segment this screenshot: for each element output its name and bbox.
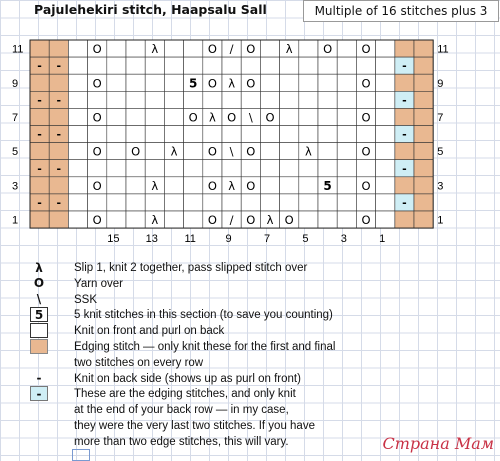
edge-stitch-cell bbox=[414, 143, 433, 160]
legend-item bbox=[30, 418, 490, 434]
chart-cell bbox=[299, 160, 318, 177]
stitch-symbol: O bbox=[361, 76, 371, 91]
stitch-symbol: O bbox=[284, 213, 294, 228]
legend-text: Yarn over bbox=[74, 277, 124, 290]
chart-cell bbox=[68, 57, 87, 74]
chart-cell bbox=[184, 194, 203, 211]
chart-cell bbox=[126, 177, 145, 194]
chart-cell bbox=[318, 108, 337, 125]
stitch-symbol: 5 bbox=[323, 178, 332, 193]
legend-text: at the end of your back row — in my case, bbox=[74, 404, 289, 417]
row-number-left: 3 bbox=[12, 180, 19, 193]
legend-text: two stitches on every row bbox=[74, 356, 204, 369]
legend-item bbox=[30, 386, 490, 402]
chart-cell bbox=[107, 57, 126, 74]
edge-stitch-cell bbox=[395, 108, 414, 125]
chart-cell bbox=[203, 160, 222, 177]
chart-cell bbox=[356, 194, 375, 211]
chart-cell bbox=[107, 108, 126, 125]
chart-cell bbox=[164, 177, 183, 194]
legend-text: 5 knit stitches in this section (to save you counting) bbox=[74, 309, 333, 322]
chart-cell bbox=[164, 57, 183, 74]
chart-cell bbox=[260, 160, 279, 177]
chart-cell bbox=[280, 126, 299, 143]
edge-stitch-cell bbox=[414, 40, 433, 57]
chart-cell bbox=[260, 126, 279, 143]
chart-cell bbox=[145, 160, 164, 177]
chart-cell bbox=[376, 194, 395, 211]
stitch-symbol: O bbox=[246, 144, 256, 159]
chart-cell bbox=[107, 74, 126, 91]
chart-cell bbox=[164, 160, 183, 177]
chart-cell bbox=[88, 91, 107, 108]
edge-stitch-cell bbox=[414, 160, 433, 177]
legend-text: they were the very last two stitches. If you have bbox=[74, 420, 315, 432]
legend-symbol: λ bbox=[35, 260, 43, 275]
chart-cell bbox=[280, 177, 299, 194]
purl-mark: - bbox=[37, 128, 42, 142]
chart-cell bbox=[356, 126, 375, 143]
stitch-symbol: O bbox=[188, 110, 198, 125]
chart-cell bbox=[280, 57, 299, 74]
stitch-symbol: O bbox=[92, 110, 102, 125]
chart-cell bbox=[260, 143, 279, 160]
chart-cell bbox=[337, 211, 356, 228]
chart-cell bbox=[337, 160, 356, 177]
chart-cell bbox=[222, 57, 241, 74]
edge-stitch-cell bbox=[30, 40, 49, 57]
edge-stitch-cell bbox=[395, 143, 414, 160]
chart-cell bbox=[126, 57, 145, 74]
chart-cell bbox=[126, 194, 145, 211]
stitch-symbol: O bbox=[246, 178, 256, 193]
chart-cell bbox=[203, 57, 222, 74]
edge-stitch-cell bbox=[414, 126, 433, 143]
chart-cell bbox=[68, 126, 87, 143]
chart-cell bbox=[126, 211, 145, 228]
chart-cell bbox=[356, 91, 375, 108]
chart-cell bbox=[107, 91, 126, 108]
stitch-symbol: O bbox=[246, 76, 256, 91]
edge-stitch-cell bbox=[395, 74, 414, 91]
chart-cell bbox=[299, 126, 318, 143]
stitch-symbol: O bbox=[131, 144, 141, 159]
chart-cell bbox=[88, 160, 107, 177]
chart-cell bbox=[145, 57, 164, 74]
stitch-symbol: O bbox=[361, 144, 371, 159]
chart-cell bbox=[145, 126, 164, 143]
column-number: 7 bbox=[263, 233, 271, 246]
stitch-symbol: \ bbox=[248, 110, 253, 125]
chart-cell bbox=[376, 143, 395, 160]
chart-cell bbox=[280, 74, 299, 91]
purl-mark: - bbox=[37, 162, 42, 176]
stitch-symbol: O bbox=[207, 178, 217, 193]
stitch-symbol: λ bbox=[151, 213, 159, 228]
legend-item bbox=[30, 292, 490, 308]
chart-cell bbox=[68, 177, 87, 194]
legend-item bbox=[30, 276, 490, 292]
chart-cell bbox=[126, 40, 145, 57]
chart-cell bbox=[356, 57, 375, 74]
stitch-symbol: O bbox=[92, 178, 102, 193]
chart-cell bbox=[318, 91, 337, 108]
chart-cell bbox=[203, 194, 222, 211]
chart-cell bbox=[299, 40, 318, 57]
stitch-symbol: O bbox=[207, 42, 217, 57]
chart-cell bbox=[68, 160, 87, 177]
edge-stitch-cell bbox=[49, 211, 68, 228]
chart-cell bbox=[184, 40, 203, 57]
purl-mark: - bbox=[402, 196, 407, 210]
column-number: 15 bbox=[107, 233, 120, 246]
chart-cell bbox=[68, 74, 87, 91]
legend-item bbox=[30, 323, 490, 339]
edge-stitch-cell bbox=[395, 40, 414, 57]
edge-stitch-cell bbox=[414, 108, 433, 125]
edge-stitch-cell bbox=[414, 74, 433, 91]
chart-cell bbox=[318, 74, 337, 91]
legend-item bbox=[30, 371, 490, 387]
legend-symbol: - bbox=[36, 371, 42, 386]
legend-item bbox=[30, 307, 490, 323]
chart-cell bbox=[337, 91, 356, 108]
chart-cell bbox=[299, 57, 318, 74]
chart-cell bbox=[337, 108, 356, 125]
chart-cell bbox=[107, 211, 126, 228]
purl-mark: - bbox=[37, 59, 42, 73]
stitch-symbol: O bbox=[207, 76, 217, 91]
legend-item bbox=[30, 339, 490, 355]
chart-cell bbox=[203, 126, 222, 143]
chart-cell bbox=[145, 91, 164, 108]
chart-cell bbox=[299, 74, 318, 91]
chart-cell bbox=[164, 211, 183, 228]
stitch-symbol: O bbox=[361, 213, 371, 228]
chart-cell bbox=[260, 91, 279, 108]
chart-cell bbox=[280, 108, 299, 125]
stitch-symbol: λ bbox=[208, 110, 216, 125]
chart-cell bbox=[107, 177, 126, 194]
row-number-right: 3 bbox=[437, 180, 444, 193]
chart-cell bbox=[376, 177, 395, 194]
chart-cell bbox=[337, 40, 356, 57]
watermark-logo: Страна Мам bbox=[382, 434, 494, 453]
chart-cell bbox=[318, 57, 337, 74]
stitch-symbol: O bbox=[92, 42, 102, 57]
chart-cell bbox=[184, 211, 203, 228]
chart-cell bbox=[376, 91, 395, 108]
stitch-symbol: O bbox=[92, 76, 102, 91]
chart-cell bbox=[164, 126, 183, 143]
page-title: Pajulehekiri stitch, Haapsalu Sall bbox=[34, 2, 267, 17]
edge-stitch-cell bbox=[30, 177, 49, 194]
chart-cell bbox=[376, 57, 395, 74]
stitch-symbol: / bbox=[229, 213, 234, 228]
chart-cell bbox=[299, 177, 318, 194]
legend-symbol-box: 5 bbox=[30, 307, 48, 322]
row-number-right: 9 bbox=[437, 77, 444, 90]
chart-cell bbox=[299, 211, 318, 228]
legend-item bbox=[30, 260, 490, 276]
chart-cell bbox=[88, 126, 107, 143]
purl-mark: - bbox=[56, 162, 62, 176]
legend-text: These are the edging stitches, and only knit bbox=[74, 388, 296, 401]
legend-item bbox=[30, 355, 490, 371]
chart-cell bbox=[280, 160, 299, 177]
chart-cell bbox=[356, 160, 375, 177]
chart-cell bbox=[337, 57, 356, 74]
purl-mark: - bbox=[37, 93, 42, 107]
purl-mark: - bbox=[56, 196, 62, 210]
edge-stitch-cell bbox=[49, 143, 68, 160]
row-number-right: 1 bbox=[437, 214, 444, 227]
chart-cell bbox=[107, 143, 126, 160]
stitch-symbol: λ bbox=[285, 42, 293, 57]
legend-symbol: O bbox=[33, 276, 45, 291]
chart-cell bbox=[376, 126, 395, 143]
chart-cell bbox=[260, 74, 279, 91]
stitch-symbol: O bbox=[227, 110, 237, 125]
chart-cell bbox=[337, 126, 356, 143]
legend-blue-swatch: - bbox=[30, 386, 48, 401]
purl-mark: - bbox=[402, 162, 407, 176]
row-number-left: 5 bbox=[12, 146, 19, 159]
edge-stitch-cell bbox=[395, 177, 414, 194]
column-number: 11 bbox=[184, 233, 196, 246]
row-number-left: 1 bbox=[12, 214, 19, 227]
legend-symbol: \ bbox=[36, 292, 42, 307]
chart-cell bbox=[260, 194, 279, 211]
chart-cell bbox=[337, 177, 356, 194]
legend-text: Knit on back side (shows up as purl on front) bbox=[74, 372, 301, 385]
chart-cell bbox=[260, 57, 279, 74]
chart-cell bbox=[222, 91, 241, 108]
edge-stitch-cell bbox=[395, 211, 414, 228]
legend-text: Knit on front and purl on back bbox=[74, 325, 225, 338]
chart-cell bbox=[337, 143, 356, 160]
chart-cell bbox=[164, 40, 183, 57]
stitch-symbol: O bbox=[92, 144, 102, 159]
stitch-symbol: O bbox=[323, 42, 333, 57]
chart-cell bbox=[260, 177, 279, 194]
chart-cell bbox=[241, 57, 260, 74]
chart-cell bbox=[88, 194, 107, 211]
chart-cell bbox=[241, 126, 260, 143]
stitch-symbol: λ bbox=[266, 213, 274, 228]
chart-cell bbox=[107, 40, 126, 57]
blank-box bbox=[72, 449, 90, 461]
legend-text: Edging stitch — only knit these for the first and final bbox=[74, 341, 336, 353]
stitch-symbol: O bbox=[361, 178, 371, 193]
edge-stitch-cell bbox=[30, 143, 49, 160]
chart-cell bbox=[318, 211, 337, 228]
chart-cell bbox=[299, 194, 318, 211]
legend-item bbox=[30, 402, 490, 418]
chart-cell bbox=[376, 40, 395, 57]
purl-mark: - bbox=[37, 196, 42, 210]
edge-stitch-cell bbox=[49, 108, 68, 125]
purl-mark: - bbox=[402, 59, 407, 73]
chart-cell bbox=[376, 108, 395, 125]
chart-cell bbox=[318, 143, 337, 160]
chart-cell bbox=[184, 143, 203, 160]
chart-cell bbox=[68, 108, 87, 125]
chart-cell bbox=[280, 143, 299, 160]
stitch-symbol: O bbox=[246, 213, 256, 228]
column-number: 1 bbox=[379, 233, 386, 246]
chart-cell bbox=[126, 160, 145, 177]
chart-cell bbox=[164, 194, 183, 211]
chart-cell bbox=[260, 40, 279, 57]
column-number: 3 bbox=[340, 233, 347, 246]
legend-empty-box bbox=[30, 323, 48, 338]
stitch-symbol: \ bbox=[229, 144, 234, 159]
edge-stitch-cell bbox=[30, 211, 49, 228]
stitch-symbol: / bbox=[229, 42, 234, 57]
chart-cell bbox=[107, 160, 126, 177]
chart-cell bbox=[203, 91, 222, 108]
chart-cell bbox=[164, 91, 183, 108]
chart-cell bbox=[145, 74, 164, 91]
chart-cell bbox=[126, 91, 145, 108]
chart-cell bbox=[280, 91, 299, 108]
edge-stitch-cell bbox=[414, 211, 433, 228]
edge-stitch-cell bbox=[414, 194, 433, 211]
stitch-symbol: O bbox=[207, 213, 217, 228]
chart-cell bbox=[126, 108, 145, 125]
chart-cell bbox=[145, 194, 164, 211]
chart-cell bbox=[222, 126, 241, 143]
stitch-symbol: λ bbox=[170, 144, 178, 159]
row-number-right: 7 bbox=[437, 111, 444, 124]
edge-stitch-cell bbox=[414, 177, 433, 194]
chart-cell bbox=[126, 74, 145, 91]
chart-cell bbox=[299, 108, 318, 125]
edge-stitch-cell bbox=[49, 74, 68, 91]
stitch-multiple-label: Multiple of 16 stitches plus 3 bbox=[303, 0, 499, 22]
edge-stitch-cell bbox=[49, 40, 68, 57]
chart-cell bbox=[184, 177, 203, 194]
chart-cell bbox=[184, 160, 203, 177]
chart-cell bbox=[222, 194, 241, 211]
chart-cell bbox=[145, 143, 164, 160]
purl-mark: - bbox=[56, 59, 62, 73]
chart-cell bbox=[337, 74, 356, 91]
purl-mark: - bbox=[402, 128, 407, 142]
stitch-symbol: λ bbox=[304, 144, 312, 159]
row-number-left: 9 bbox=[12, 77, 19, 90]
chart-cell bbox=[107, 126, 126, 143]
legend-text: SSK bbox=[74, 293, 98, 306]
purl-mark: - bbox=[56, 93, 62, 107]
chart-cell bbox=[376, 74, 395, 91]
chart-cell bbox=[164, 108, 183, 125]
stitch-symbol: O bbox=[361, 42, 371, 57]
chart-cell bbox=[280, 194, 299, 211]
row-number-left: 7 bbox=[12, 111, 19, 124]
chart-cell bbox=[68, 40, 87, 57]
chart-cell bbox=[241, 160, 260, 177]
chart-cell bbox=[184, 126, 203, 143]
chart-cell bbox=[145, 108, 164, 125]
edge-stitch-cell bbox=[414, 91, 433, 108]
column-number: 5 bbox=[302, 233, 309, 246]
column-number: 13 bbox=[145, 233, 158, 246]
chart-cell bbox=[126, 126, 145, 143]
stitch-symbol: O bbox=[207, 144, 217, 159]
chart-cell bbox=[68, 143, 87, 160]
edge-stitch-cell bbox=[30, 108, 49, 125]
chart-cell bbox=[88, 57, 107, 74]
chart-cell bbox=[318, 194, 337, 211]
chart-cell bbox=[184, 91, 203, 108]
chart-cell bbox=[68, 91, 87, 108]
chart-cell bbox=[318, 126, 337, 143]
stitch-symbol: λ bbox=[228, 76, 236, 91]
stitch-symbol: O bbox=[246, 42, 256, 57]
edge-stitch-cell bbox=[30, 74, 49, 91]
chart-cell bbox=[107, 194, 126, 211]
row-number-right: 5 bbox=[437, 146, 444, 159]
legend-text: more than two edge stitches, this will vary. bbox=[74, 435, 289, 448]
chart-cell bbox=[318, 160, 337, 177]
stitch-symbol: O bbox=[361, 110, 371, 125]
row-number-left: 11 bbox=[12, 43, 24, 56]
chart-cell bbox=[376, 211, 395, 228]
chart-cell bbox=[68, 194, 87, 211]
chart-cell bbox=[184, 57, 203, 74]
chart-cell bbox=[241, 91, 260, 108]
chart-cell bbox=[164, 74, 183, 91]
edge-stitch-cell bbox=[414, 57, 433, 74]
stitch-symbol: 5 bbox=[189, 76, 198, 91]
purl-mark: - bbox=[402, 93, 407, 107]
edge-stitch-cell bbox=[49, 177, 68, 194]
stitch-symbol: O bbox=[265, 110, 275, 125]
chart-cell bbox=[241, 194, 260, 211]
chart-cell bbox=[299, 91, 318, 108]
chart-cell bbox=[376, 160, 395, 177]
stitch-symbol: λ bbox=[151, 42, 159, 57]
chart-cell bbox=[222, 160, 241, 177]
purl-mark: - bbox=[56, 128, 62, 142]
row-number-right: 11 bbox=[437, 43, 449, 56]
stitch-symbol: O bbox=[92, 213, 102, 228]
stitch-symbol: λ bbox=[151, 178, 159, 193]
column-number: 9 bbox=[225, 233, 232, 246]
chart-cell bbox=[337, 194, 356, 211]
chart-cell bbox=[68, 211, 87, 228]
stitch-symbol: λ bbox=[228, 178, 236, 193]
legend-edge-swatch bbox=[30, 339, 48, 354]
legend-text: Slip 1, knit 2 together, pass slipped stitch over bbox=[74, 262, 308, 274]
